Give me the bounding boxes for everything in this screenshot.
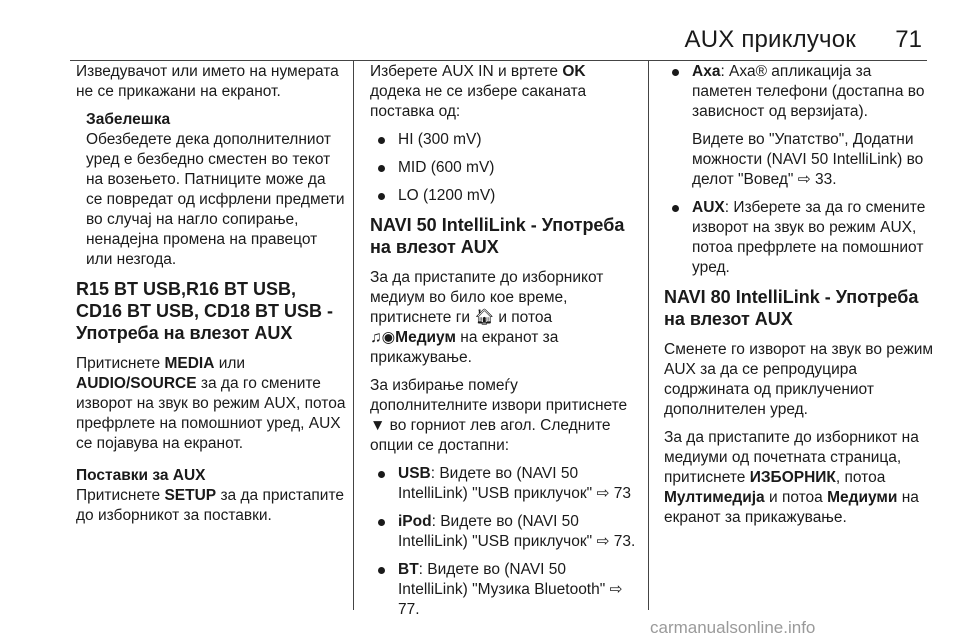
list-item: iPod: Видете во (NAVI 50 IntelliLink) "USB приклучок" ⇨ 73.: [370, 512, 638, 552]
list-item: HI (300 mV): [370, 130, 638, 150]
heading-navi50: NAVI 50 IntelliLink - Употреба на влезот AUX: [370, 215, 625, 257]
level-list: [370, 130, 638, 206]
menu-label: ИЗБОРНИК: [749, 469, 836, 486]
list-item: BT: Видете во (NAVI 50 IntelliLink) "Музика Bluetooth" ⇨ 77.: [370, 560, 638, 620]
navi50-access-text: За да пристапите до изборникот медиум во било кое време, притиснете ги 🏠︎ и потоа ♫◉Медиум на екранот за прикажување.: [370, 269, 604, 366]
ok-key-label: OK: [562, 63, 586, 80]
medium-label: Медиум: [395, 329, 456, 346]
music-note-icon: ♫: [370, 329, 382, 346]
aux-settings-text: Притиснете SETUP за да пристапите до изборникот за поставки.: [76, 487, 345, 524]
list-item: Аха: Аха® апликација за паметен телефони (достапна во зависност од верзијата).: [664, 62, 934, 122]
source-options-list-cont: [664, 62, 934, 122]
page-number: 71: [895, 26, 922, 53]
heading-usb-aux: R15 BT USB,R16 BT USB, CD16 BT USB, CD18 BT USB - Употреба на влезот AUX: [76, 279, 334, 343]
heading-navi80: NAVI 80 IntelliLink - Употреба на влезот AUX: [664, 287, 919, 329]
header-rule: [70, 60, 927, 61]
disc-icon: ◉: [381, 329, 396, 346]
aux-in-text: Изберете AUX IN и вртете OK додека не се избере саканата поставка од:: [370, 63, 587, 120]
watermark: carmanualsonline.info: [650, 618, 816, 637]
home-icon: 🏠︎: [474, 309, 495, 326]
source-options-list: [370, 464, 638, 620]
axa-sub-text: Видете во "Упатство", Додатни можности (NAVI 50 IntelliLink) во делот "Вовед" ⇨ 33.: [692, 131, 924, 188]
column-1: [76, 62, 346, 534]
navi80-text: Сменете го изворот на звук во режим AUX за да се репродуцира содржината од приклучениот дополнителен уред.: [664, 341, 934, 418]
multimedia-label: Мултимедија: [664, 489, 765, 506]
media-label: Медиуми: [827, 489, 898, 506]
chapter-title: AUX приклучок: [684, 26, 856, 53]
usb-aux-text: Притиснете MEDIA или AUDIO/SOURCE за да го смените изворот на звук во режим AUX, потоа префрлете на помошниот уред, AUX се појавува на екранот.: [76, 355, 346, 452]
column-3: [664, 62, 934, 536]
list-item: MID (600 mV): [370, 158, 638, 178]
column-divider-2: [648, 60, 649, 610]
note-box: [76, 110, 346, 270]
media-key-label: MEDIA: [164, 355, 215, 372]
note-text: Обезбедете дека дополнителниот уред е безбедно сместен во текот на возењето. Патниците може да се повредат од исфрлени предмети во случај на нагло сопирање, ненадејна промена на правецот или незгода.: [86, 131, 345, 268]
list-item: AUX: Изберете за да го смените изворот на звук во режим AUX, потоа префрлете на помошниот уред.: [664, 198, 934, 278]
note-title: Забелешка: [86, 111, 171, 128]
page-header: [0, 0, 960, 60]
column-2: [370, 62, 638, 628]
intro-text: Изведувачот или името на нумерата не се прикажани на екранот.: [76, 63, 339, 100]
list-item: LO (1200 mV): [370, 186, 638, 206]
source-select-text: За избирање помеѓу дополнителните извори притиснете ▼ во горниот лев агол. Следните опции се достапни:: [370, 377, 628, 454]
audio-source-key-label: AUDIO/SOURCE: [76, 375, 197, 392]
column-divider-1: [353, 60, 354, 610]
setup-key-label: SETUP: [164, 487, 217, 504]
list-item: USB: Видете во (NAVI 50 IntelliLink) "USB приклучок" ⇨ 73: [370, 464, 638, 504]
heading-aux-settings: Поставки за AUX: [76, 467, 206, 484]
navi80-access-text: За да пристапите до изборникот на медиуми од почетната страница, притиснете ИЗБОРНИК, потоа Мултимедија и потоа Медиуми на екранот за прикажување.: [664, 429, 919, 526]
aux-option-list: [664, 198, 934, 278]
